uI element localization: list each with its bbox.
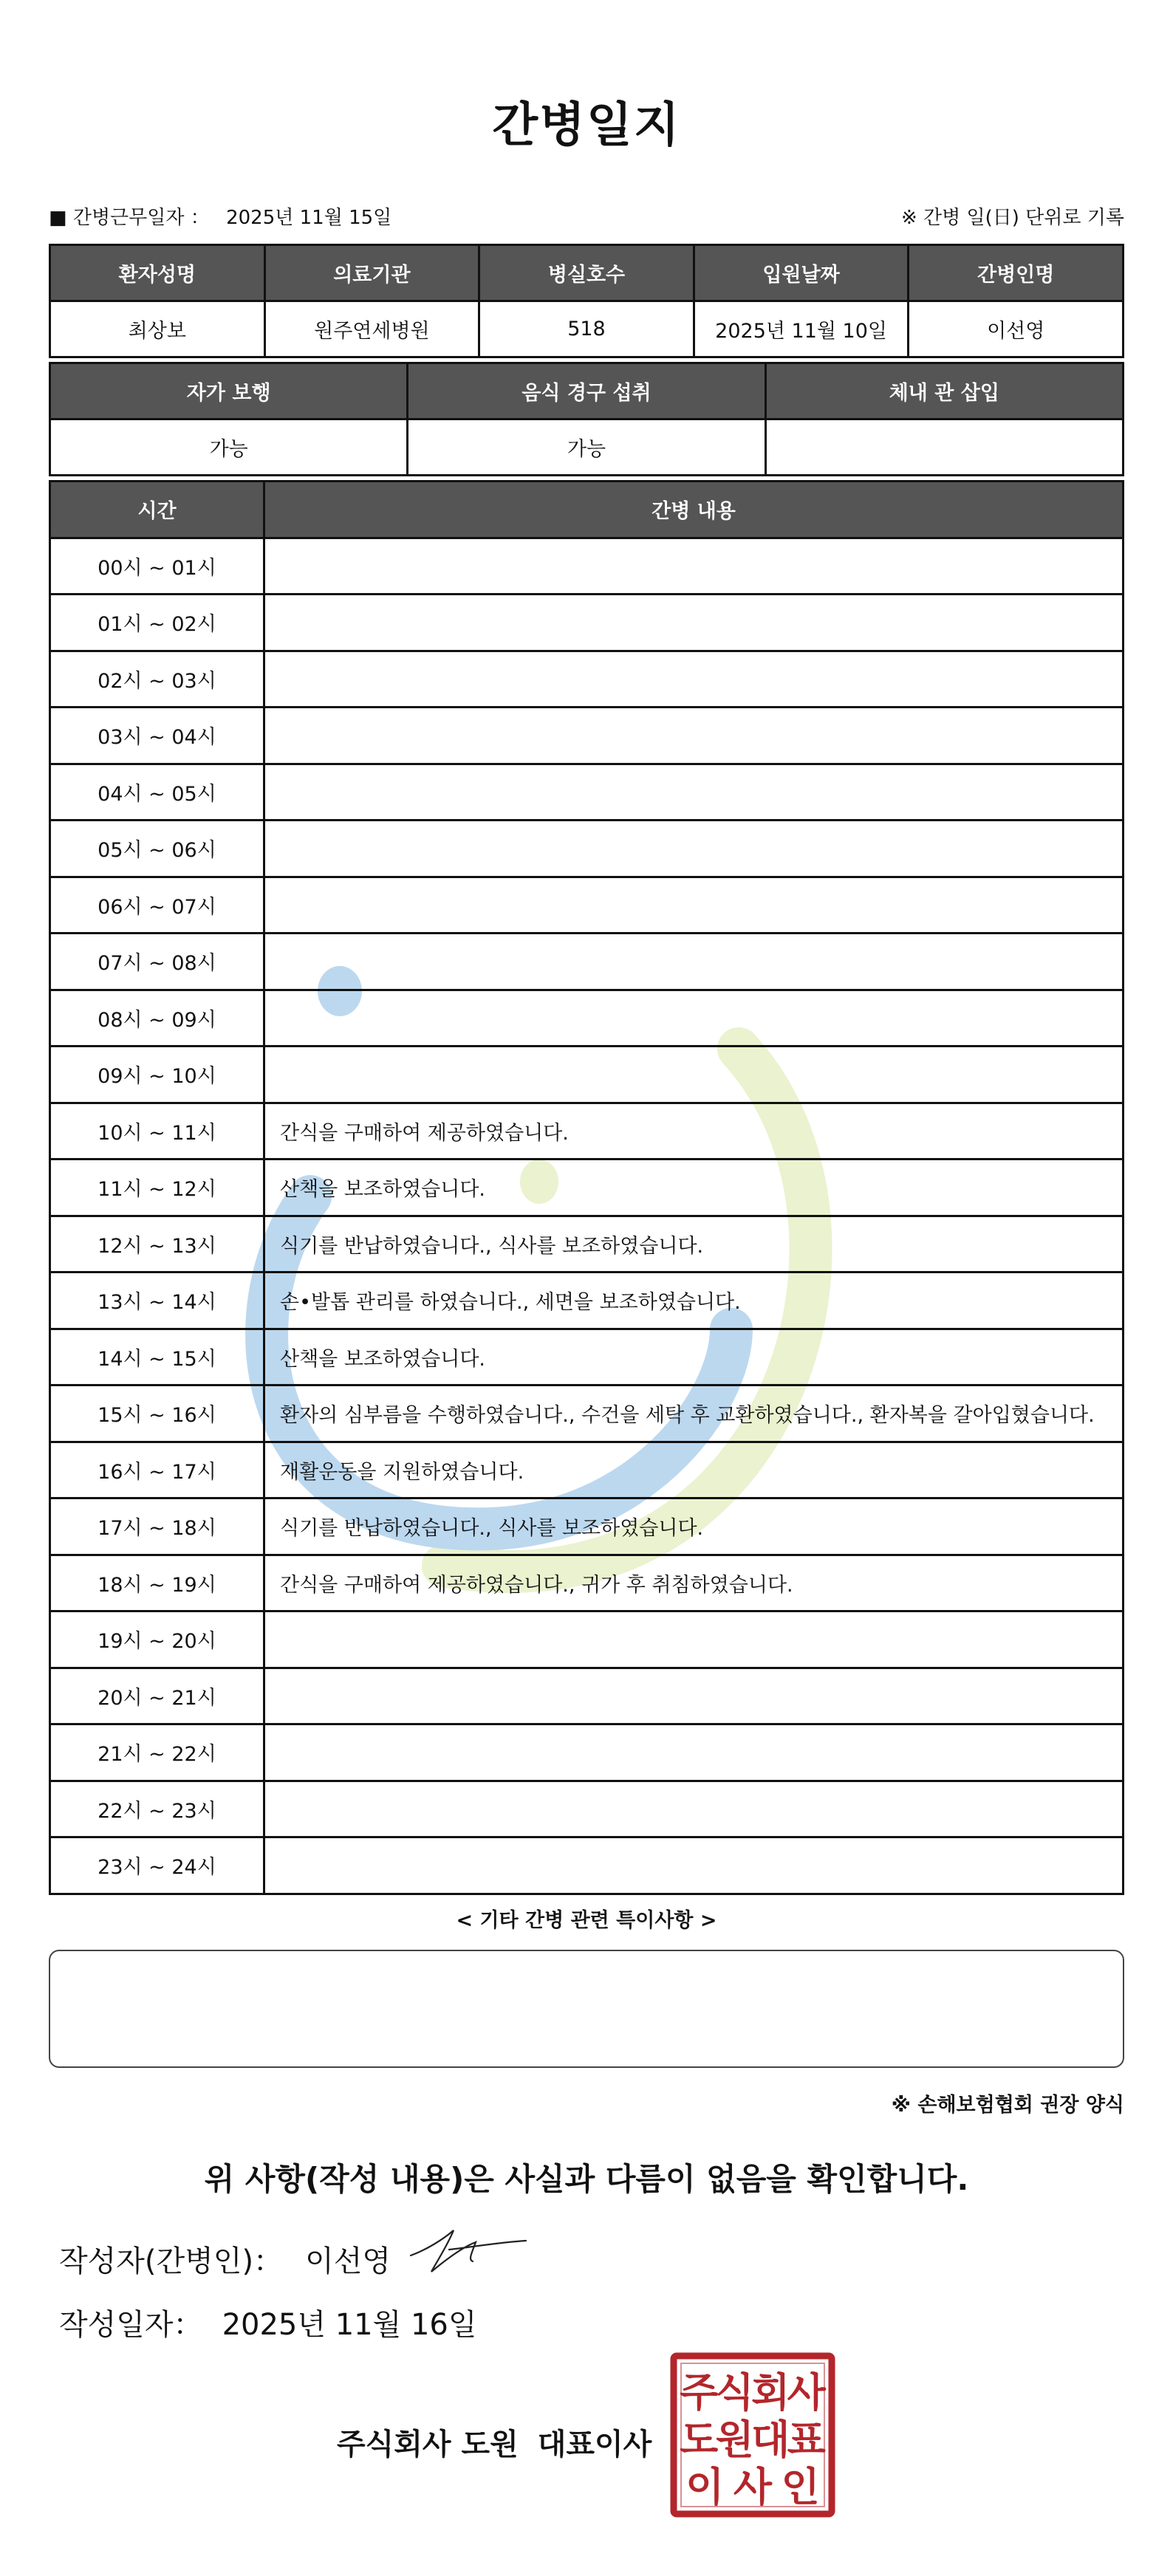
log-content xyxy=(264,1668,1124,1724)
care-log-row xyxy=(50,1555,1124,1611)
care-log-table xyxy=(49,480,1124,1895)
care-log-row xyxy=(50,1103,1124,1159)
written-date-line xyxy=(59,2301,477,2343)
seal-character: 인 xyxy=(781,2464,820,2510)
patient-name: 최상보 xyxy=(50,301,265,357)
log-content: 간식을 구매하여 제공하였습니다., 귀가 후 취침하였습니다. xyxy=(264,1555,1124,1611)
log-content xyxy=(264,934,1124,990)
care-log-row xyxy=(50,1272,1124,1329)
care-log-row xyxy=(50,595,1124,651)
log-content xyxy=(264,1837,1124,1894)
company-name: 주식회사 도원 xyxy=(337,2428,519,2462)
log-time: 02시 ~ 03시 xyxy=(50,651,264,708)
work-date-line xyxy=(49,202,391,230)
patient-info-value-row xyxy=(50,301,1124,357)
header-care-content: 간병 내용 xyxy=(264,482,1124,538)
care-log-row xyxy=(50,1498,1124,1555)
care-log-row xyxy=(50,1668,1124,1724)
log-content xyxy=(264,651,1124,708)
admission-date: 2025년 11월 10일 xyxy=(694,301,909,357)
log-content xyxy=(264,1724,1124,1781)
care-log-row xyxy=(50,1385,1124,1442)
log-content: 손•발톱 관리를 하였습니다., 세면을 보조하였습니다. xyxy=(264,1272,1124,1329)
log-content xyxy=(264,990,1124,1046)
log-content: 산책을 보조하였습니다. xyxy=(264,1159,1124,1216)
log-content: 식기를 반납하였습니다., 식사를 보조하였습니다. xyxy=(264,1498,1124,1555)
care-log-row xyxy=(50,1611,1124,1668)
log-time: 18시 ~ 19시 xyxy=(50,1555,264,1611)
seal-character: 식 xyxy=(715,2369,754,2416)
log-time: 00시 ~ 01시 xyxy=(50,538,264,595)
work-date-label: ■ 간병근무일자 ： xyxy=(49,207,210,229)
company-line xyxy=(337,2421,652,2463)
company-seal-stamp xyxy=(669,2351,836,2518)
log-time: 22시 ~ 23시 xyxy=(50,1781,264,1837)
log-time: 05시 ~ 06시 xyxy=(50,821,264,877)
care-log-header-row xyxy=(50,482,1124,538)
care-log-row xyxy=(50,1724,1124,1781)
oral-intake-value: 가능 xyxy=(408,419,765,476)
signature xyxy=(405,2220,530,2279)
writer-label: 작성자(간병인)： xyxy=(59,2244,284,2278)
care-log-row xyxy=(50,1837,1124,1894)
log-content xyxy=(264,538,1124,595)
seal-character: 사 xyxy=(787,2369,826,2416)
header-hospital: 의료기관 xyxy=(264,245,479,301)
seal-character: 도 xyxy=(680,2416,719,2463)
care-log-row xyxy=(50,764,1124,821)
seal-character: 원 xyxy=(715,2416,754,2463)
log-time: 10시 ~ 11시 xyxy=(50,1103,264,1159)
log-time: 11시 ~ 12시 xyxy=(50,1159,264,1216)
header-patient-name: 환자성명 xyxy=(50,245,265,301)
written-date-label: 작성일자： xyxy=(59,2308,203,2342)
log-time: 01시 ~ 02시 xyxy=(50,595,264,651)
header-tube-insertion: 체내 관 삽입 xyxy=(765,363,1123,419)
patient-status-table xyxy=(49,362,1124,476)
hospital-name: 원주연세병원 xyxy=(264,301,479,357)
log-time: 15시 ~ 16시 xyxy=(50,1385,264,1442)
notes-box xyxy=(49,1950,1124,2068)
written-date-value: 2025년 11월 16일 xyxy=(222,2308,477,2342)
writer-line xyxy=(59,2238,391,2280)
patient-status-value-row xyxy=(50,419,1124,476)
tube-insertion-value xyxy=(765,419,1123,476)
patient-info-table xyxy=(49,244,1124,358)
company-title: 대표이사 xyxy=(537,2428,652,2462)
log-content xyxy=(264,595,1124,651)
log-content xyxy=(264,764,1124,821)
log-content xyxy=(264,708,1124,764)
log-content xyxy=(264,1781,1124,1837)
care-log-row xyxy=(50,538,1124,595)
care-log-row xyxy=(50,1046,1124,1103)
seal-character: 회 xyxy=(751,2369,790,2416)
page-title: 간병일지 xyxy=(492,98,681,153)
seal-character: 대 xyxy=(751,2416,790,2463)
header-oral-intake: 음식 경구 섭취 xyxy=(408,363,765,419)
care-log-row xyxy=(50,1159,1124,1216)
seal-character: 표 xyxy=(787,2416,826,2463)
care-log-row xyxy=(50,990,1124,1046)
seal-character: 주 xyxy=(680,2369,719,2416)
log-time: 09시 ~ 10시 xyxy=(50,1046,264,1103)
care-log-row xyxy=(50,1216,1124,1272)
care-log-row xyxy=(50,934,1124,990)
log-time: 06시 ~ 07시 xyxy=(50,877,264,934)
self-walking-value: 가능 xyxy=(50,419,408,476)
care-log-row xyxy=(50,1442,1124,1498)
patient-status-header-row xyxy=(50,363,1124,419)
log-time: 04시 ~ 05시 xyxy=(50,764,264,821)
care-log-row xyxy=(50,1329,1124,1385)
log-time: 19시 ~ 20시 xyxy=(50,1611,264,1668)
header-room-number: 병실호수 xyxy=(479,245,694,301)
log-time: 14시 ~ 15시 xyxy=(50,1329,264,1385)
notes-title: < 기타 간병 관련 특이사항 > xyxy=(456,1909,717,1932)
care-log-row xyxy=(50,651,1124,708)
log-time: 23시 ~ 24시 xyxy=(50,1837,264,1894)
seal-character: 사 xyxy=(733,2464,773,2510)
log-content xyxy=(264,1046,1124,1103)
log-content: 산책을 보조하였습니다. xyxy=(264,1329,1124,1385)
care-log-row xyxy=(50,1781,1124,1837)
seal-character: 이 xyxy=(685,2464,725,2510)
log-time: 08시 ~ 09시 xyxy=(50,990,264,1046)
work-date-value: 2025년 11월 15일 xyxy=(226,207,392,229)
caregiver-name: 이선영 xyxy=(909,301,1124,357)
care-log-row xyxy=(50,708,1124,764)
log-time: 07시 ~ 08시 xyxy=(50,934,264,990)
log-content: 재활운동을 지원하였습니다. xyxy=(264,1442,1124,1498)
log-content xyxy=(264,877,1124,934)
writer-name: 이선영 xyxy=(305,2244,391,2278)
log-time: 20시 ~ 21시 xyxy=(50,1668,264,1724)
header-admission-date: 입원날짜 xyxy=(694,245,909,301)
log-time: 13시 ~ 14시 xyxy=(50,1272,264,1329)
log-content xyxy=(264,821,1124,877)
log-time: 16시 ~ 17시 xyxy=(50,1442,264,1498)
log-content xyxy=(264,1611,1124,1668)
room-number: 518 xyxy=(479,301,694,357)
log-time: 17시 ~ 18시 xyxy=(50,1498,264,1555)
log-time: 21시 ~ 22시 xyxy=(50,1724,264,1781)
log-time: 03시 ~ 04시 xyxy=(50,708,264,764)
confirmation-statement: 위 사항(작성 내용)은 사실과 다름이 없음을 확인합니다. xyxy=(204,2161,969,2197)
header-self-walking: 자가 보행 xyxy=(50,363,408,419)
patient-info-header-row xyxy=(50,245,1124,301)
log-content: 환자의 심부름을 수행하였습니다., 수건을 세탁 후 교환하였습니다., 환자복을 갈아입혔습니다. xyxy=(264,1385,1124,1442)
care-log-row xyxy=(50,877,1124,934)
header-caregiver-name: 간병인명 xyxy=(909,245,1124,301)
care-log-row xyxy=(50,821,1124,877)
log-content: 식기를 반납하였습니다., 식사를 보조하였습니다. xyxy=(264,1216,1124,1272)
format-note: ※ 손해보험협회 권장 양식 xyxy=(891,2094,1124,2117)
unit-note: ※ 간병 일(日) 단위로 기록 xyxy=(900,207,1124,229)
log-content: 간식을 구매하여 제공하였습니다. xyxy=(264,1103,1124,1159)
log-time: 12시 ~ 13시 xyxy=(50,1216,264,1272)
header-time: 시간 xyxy=(50,482,264,538)
